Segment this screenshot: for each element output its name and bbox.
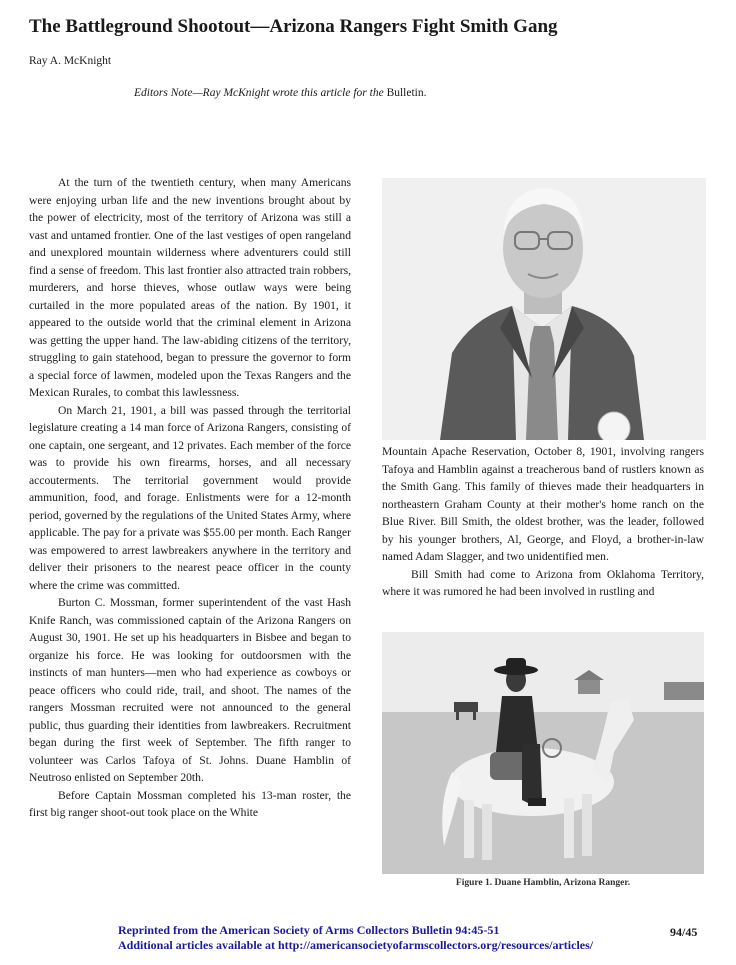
article-author: Ray A. McKnight (29, 55, 112, 67)
editor-note-text: Editors Note—Ray McKnight wrote this article for the (134, 87, 387, 99)
body-right-column (382, 443, 704, 601)
articles-url-link[interactable]: Additional articles available at http://americansocietyofarmscollectors.org/resources/articles/ (118, 938, 594, 952)
paragraph: Burton C. Mossman, former superintendent of the vast Hash Knife Ranch, was commissioned captain of the Arizona Rangers on August 30, 1901. He set up his headquarters in Bisbee and began to organize his force. He was looking for outdoorsmen with the instincts of man hunters—men who had experience as cowboys or peace officers who could ride, trail, and shoot. The names of the rangers Mossman recruited were not announced to the general public, thus guarding their identities from lawbreakers. Recruitment began during the first week of September. The fifth ranger to volunteer was Carlos Tafoya of St. Johns. Duane Hamblin of Neutroso enlisted on September 20th. (29, 596, 351, 784)
portrait-photo (382, 178, 706, 440)
editor-note-publication: Bulletin. (386, 87, 427, 99)
article-title: The Battleground Shootout—Arizona Rangers Fight Smith Gang (29, 16, 558, 37)
paragraph: Bill Smith had come to Arizona from Oklahoma Territory, where it was rumored he had been involved in rustling and (382, 567, 704, 598)
portrait-photo-illustration (382, 178, 706, 440)
paragraph: Mountain Apache Reservation, October 8, 1901, involving rangers Tafoya and Hamblin against a treacherous band of rustlers known as the Smith Gang. This family of thieves made their headquarters in northeastern Graham County at their mother's home ranch on the Blue River. Bill Smith, the oldest brother, was the leader, followed by his younger brothers, Al, George, and Floyd, a brother-in-law named Adam Slagger, and two unidentified men. (382, 445, 704, 563)
page-number: 94/45 (670, 925, 698, 939)
paragraph: At the turn of the twentieth century, when many Americans were enjoying urban life and the new inventions brought about by the power of electricity, most of the territory of Arizona was still a vast and untamed frontier. One of the last vestiges of open rangeland and unexplored mountain wilderness where adventurers could still find a sense of freedom. This last frontier also attracted train robbers, murderers, and horse thieves, whose outlaw ways were being curtailed in the more populated areas of the nation. By 1901, it appeared to the outside world that the criminal element in Arizona was getting the upper hand. The law-abiding citizens of the territory, struggling to gain statehood, began to pressure the governor to form a special force of lawmen, modeled upon the Texas Rangers and the Mexican Rurales, to combat this lawlessness. (29, 176, 351, 399)
ranger-on-horse-photo (382, 632, 704, 874)
figure-caption: Figure 1. Duane Hamblin, Arizona Ranger. (455, 878, 631, 888)
reprint-notice-link[interactable]: Reprinted from the American Society of Arms Collectors Bulletin 94:45-51 (118, 923, 500, 937)
paragraph: Before Captain Mossman completed his 13-man roster, the first big ranger shoot-out took place on the White (29, 788, 351, 819)
paragraph: On March 21, 1901, a bill was passed through the territorial legislature creating a 14 man force of Arizona Rangers, consisting of one captain, one sergeant, and 12 privates. Each member of the force was to provide his own firearms, horses, and all necessary accouterments. The territorial government would provide ammunition, food, and forage. Enlistments were for a 12-month period, governed by the regulations of the United States Army, where applicable. The pay for a private was $55.00 per month. Each Ranger was empowered to arrest lawbreakers anywhere in the territory and deliver their prisoners to the nearest peace officer in the county where the crime was committed. (29, 403, 351, 592)
body-left-column (29, 174, 351, 822)
reprint-footer (118, 923, 593, 953)
ranger-photo-illustration (382, 632, 704, 874)
editor-note (134, 87, 427, 99)
